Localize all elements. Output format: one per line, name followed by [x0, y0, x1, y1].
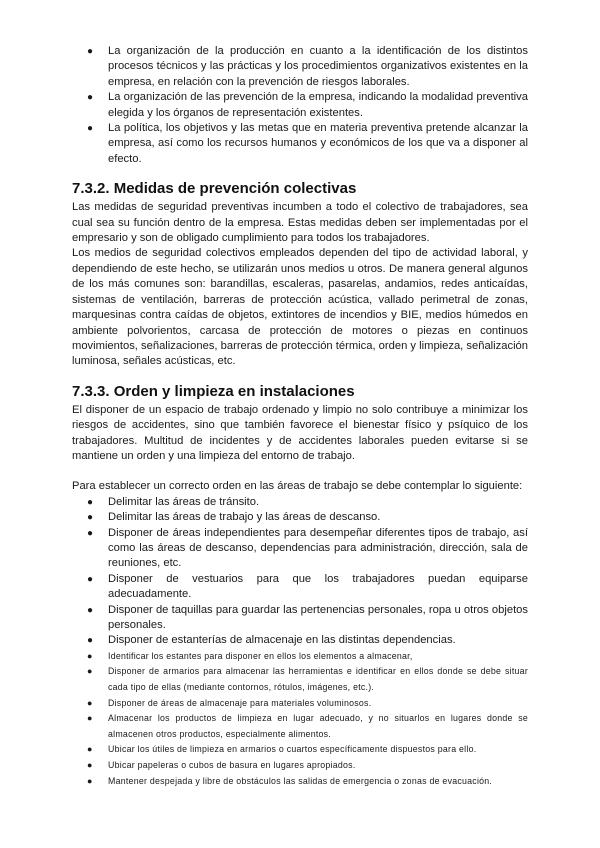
bullet-icon: ●	[87, 650, 93, 661]
order-bullet-list	[72, 495, 528, 649]
paragraph: El disponer de un espacio de trabajo ordenado y limpio no solo contribuye a minimizar los riesgos de accidentes, sino que también favorece el bienestar físico y psíquico de los trabajadores. Multitud de incidentes y de accidentes laborales pueden evitarse si se mantiene un orden y una limpieza del entorno de trabajo.	[72, 403, 528, 462]
list-item: ● La organización de la producción en cuanto a la identificación de los distintos procesos técnicos y las prácticas y los procedimientos organizativos existentes en la empresa, en relación con la prevención de riesgos laborales.	[87, 45, 528, 88]
list-item: ● Disponer de armarios para almacenar las herramientas e identificar en ellos donde se debe situar cada tipo de ellas (mediante contornos, rótulos, imágenes, etc.).	[87, 666, 528, 692]
list-item: ● Mantener despejada y libre de obstáculos las salidas de emergencia o zonas de evacuación.	[72, 774, 528, 790]
bullet-icon: ●	[87, 92, 94, 104]
spacer	[72, 464, 528, 479]
bullet-icon: ●	[87, 527, 94, 539]
bullet-icon: ●	[87, 775, 93, 786]
list-item: ● Ubicar papeleras o cubos de basura en lugares apropiados.	[72, 758, 528, 774]
bullet-icon: ●	[87, 713, 93, 724]
bullet-icon: ●	[87, 635, 94, 647]
list-item: ● Almacenar los productos de limpieza en lugar adecuado, y no situarlos en lugares donde se almacenen otros productos, especialmente alimentos.	[87, 713, 528, 739]
bullet-icon: ●	[87, 744, 93, 755]
list-item: ● Disponer de taquillas para guardar las pertenencias personales, ropa u otros objetos personales.	[87, 603, 528, 631]
bullet-icon: ●	[87, 46, 94, 57]
list-item: ● Delimitar las áreas de trabajo y las áreas de descanso.	[72, 510, 528, 525]
bullet-icon: ●	[87, 604, 94, 616]
list-item: ● Delimitar las áreas de tránsito.	[72, 495, 528, 510]
bullet-icon: ●	[87, 512, 94, 524]
section-heading-733: 7.3.3. Orden y limpieza en instalaciones	[72, 382, 355, 400]
list-item: ● Disponer de estanterías de almacenaje en las distintas dependencias.	[72, 633, 528, 648]
list-item: ● La organización de las prevención de la empresa, indicando la modalidad preventiva elegida y los órganos de representación existentes.	[87, 91, 528, 119]
document-page	[72, 44, 528, 789]
bullet-icon: ●	[87, 496, 94, 508]
list-item: ● Disponer de áreas independientes para desempeñar diferentes tipos de trabajo, así como las áreas de descanso, dependencias para administración, dirección, sala de reuniones, etc.	[87, 526, 528, 570]
bullet-icon: ●	[87, 666, 93, 677]
paragraph: Las medidas de seguridad preventivas incumben a todo el colectivo de trabajadores, sea cual sea su función dentro de la empresa. Estas medidas deben ser implementadas por el empresario y son de obligado cumplimiento para todos los trabajadores.	[72, 201, 528, 245]
list-item: ● Disponer de áreas de almacenaje para materiales voluminosos.	[72, 696, 528, 712]
bullet-icon: ●	[87, 759, 93, 770]
bullet-icon: ●	[87, 573, 94, 585]
list-item: ● Disponer de vestuarios para que los trabajadores puedan equiparse adecuadamente.	[87, 572, 528, 601]
paragraph: Los medios de seguridad colectivos empleados dependen del tipo de actividad laboral, y dependiendo de este hecho, se utilizarán unos medios u otros. De manera general algunos de los más comunes son: barandillas, escaleras, pasarelas, andamios, redes anticaídas, sistemas de ventilación, barreras de protección acústica, vallado perimetral de zonas, marquesinas contra caídas de objetos, extintores de incendios y BIE, medios húmedos en ambiente polvorientos, carcasa de protección de motores o piezas en continuos movimientos, señalizaciones, barreras de protección térmica, orden y limpieza, señalización luminosa, señales acústicas, etc.	[72, 247, 528, 368]
section-heading-732: 7.3.2. Medidas de prevención colectivas	[72, 180, 357, 198]
list-item: ● Identificar los estantes para disponer en ellos los elementos a almacenar,	[72, 649, 528, 665]
list-item: ● Ubicar los útiles de limpieza en armarios o cuartos específicamente dispuestos para ello.	[72, 742, 528, 758]
bullet-icon: ●	[87, 123, 94, 135]
bullet-icon: ●	[87, 697, 93, 708]
list-item: ● La política, los objetivos y las metas que en materia preventiva pretende alcanzar la empresa, así como los recursos humanos y económicos de los que va a disponer al efecto.	[87, 122, 528, 165]
storage-bullet-list	[72, 649, 528, 789]
paragraph: Para establecer un correcto orden en las áreas de trabajo se debe contemplar lo siguiente:	[72, 480, 523, 493]
intro-bullet-list	[72, 44, 528, 167]
